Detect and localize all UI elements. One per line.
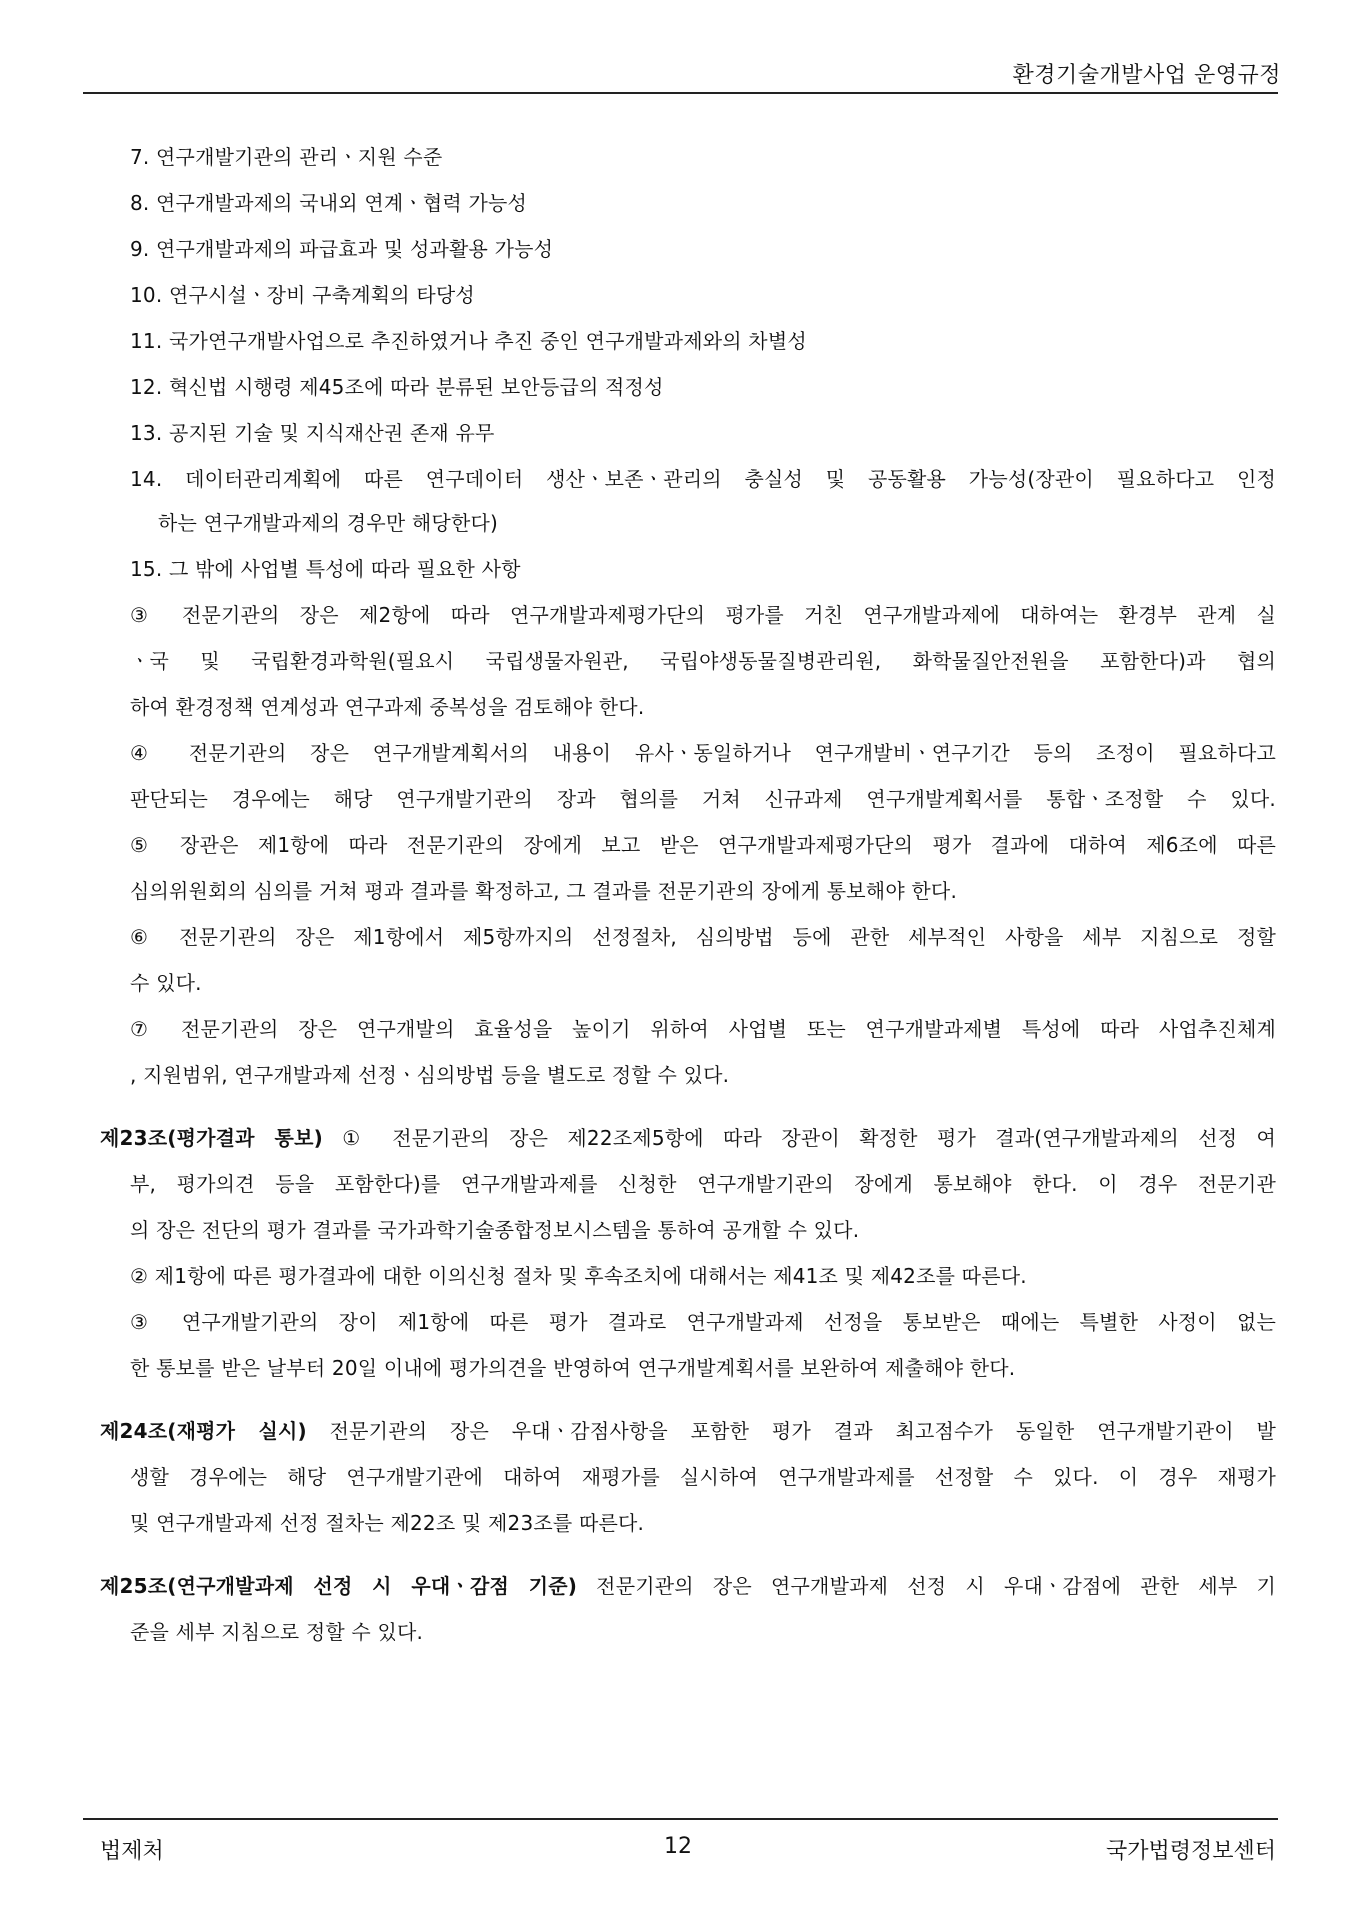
list-item: 14. 데이터관리계획에 따른 연구데이터 생산ㆍ보존ㆍ관리의 충실성 및 공동활용 가능성(장관이 필요하다고 인정 bbox=[130, 467, 1276, 491]
paragraph-line: 심의위원회의 심의를 거쳐 평과 결과를 확정하고, 그 결과를 전문기관의 장에게 통보해야 한다. bbox=[130, 879, 958, 903]
list-item: 10. 연구시설ㆍ장비 구축계획의 타당성 bbox=[130, 283, 475, 307]
article-23-paragraph: ③ 연구개발기관의 장이 제1항에 따른 평가 결과로 연구개발과제 선정을 통보받은 때에는 특별한 사정이 없는 bbox=[130, 1310, 1276, 1334]
article-23-title: 제23조(평가결과 통보) bbox=[100, 1126, 323, 1150]
header-divider bbox=[83, 92, 1278, 94]
page-number: 12 bbox=[664, 1834, 692, 1859]
footer-source: 국가법령정보센터 bbox=[1105, 1839, 1276, 1864]
article-23-line bbox=[100, 1122, 1276, 1151]
article-24-title: 제24조(재평가 실시) bbox=[100, 1419, 307, 1443]
paragraph-line: ③ 전문기관의 장은 제2항에 따라 연구개발과제평가단의 평가를 거친 연구개발과제에 대하여는 환경부 관계 실 bbox=[130, 603, 1276, 627]
paragraph-line: 수 있다. bbox=[130, 971, 202, 995]
list-item: 12. 혁신법 시행령 제45조에 따라 분류된 보안등급의 적정성 bbox=[130, 375, 664, 399]
document-title: 환경기술개발사업 운영규정 bbox=[1012, 63, 1281, 88]
article-25-line: 준을 세부 지침으로 정할 수 있다. bbox=[130, 1620, 424, 1644]
paragraph-line: ④ 전문기관의 장은 연구개발계획서의 내용이 유사ㆍ동일하거나 연구개발비ㆍ연구기간 등의 조정이 필요하다고 bbox=[130, 741, 1276, 765]
list-item: 7. 연구개발기관의 관리ㆍ지원 수준 bbox=[130, 145, 443, 169]
article-23-line: 의 장은 전단의 평가 결과를 국가과학기술종합정보시스템을 통하여 공개할 수 있다. bbox=[130, 1218, 860, 1242]
footer-publisher: 법제처 bbox=[100, 1839, 164, 1864]
list-item-continuation: 하는 연구개발과제의 경우만 해당한다) bbox=[158, 511, 498, 535]
article-25-line bbox=[100, 1570, 1276, 1599]
paragraph-line: 하여 환경정책 연계성과 연구과제 중복성을 검토해야 한다. bbox=[130, 695, 645, 719]
article-24-line: 및 연구개발과제 선정 절차는 제22조 및 제23조를 따른다. bbox=[130, 1511, 645, 1535]
article-23-line: 부, 평가의견 등을 포함한다)를 연구개발과제를 신청한 연구개발기관의 장에게 통보해야 한다. 이 경우 전문기관 bbox=[130, 1172, 1276, 1196]
footer-divider bbox=[83, 1818, 1278, 1820]
article-24-line: 생할 경우에는 해당 연구개발기관에 대하여 재평가를 실시하여 연구개발과제를 선정할 수 있다. 이 경우 재평가 bbox=[130, 1465, 1276, 1489]
paragraph-line: , 지원범위, 연구개발과제 선정ㆍ심의방법 등을 별도로 정할 수 있다. bbox=[130, 1063, 730, 1087]
paragraph-line: ⑤ 장관은 제1항에 따라 전문기관의 장에게 보고 받은 연구개발과제평가단의 평가 결과에 대하여 제6조에 따른 bbox=[130, 833, 1276, 857]
article-23-paragraph: ② 제1항에 따른 평가결과에 대한 이의신청 절차 및 후속조치에 대해서는 제41조 및 제42조를 따른다. bbox=[130, 1264, 1027, 1288]
list-item: 13. 공지된 기술 및 지식재산권 존재 유무 bbox=[130, 421, 495, 445]
paragraph-line: ⑦ 전문기관의 장은 연구개발의 효율성을 높이기 위하여 사업별 또는 연구개발과제별 특성에 따라 사업추진체계 bbox=[130, 1017, 1276, 1041]
list-item: 9. 연구개발과제의 파급효과 및 성과활용 가능성 bbox=[130, 237, 554, 261]
list-item: 8. 연구개발과제의 국내외 연계ㆍ협력 가능성 bbox=[130, 191, 528, 215]
article-25-text: 전문기관의 장은 연구개발과제 선정 시 우대ㆍ감점에 관한 세부 기 bbox=[577, 1574, 1276, 1598]
article-24-text: 전문기관의 장은 우대ㆍ감점사항을 포함한 평가 결과 최고점수가 동일한 연구개발기관이 발 bbox=[306, 1419, 1277, 1443]
article-23-text: ① 전문기관의 장은 제22조제5항에 따라 장관이 확정한 평가 결과(연구개발과제의 선정 여 bbox=[322, 1126, 1276, 1150]
article-23-paragraph: 한 통보를 받은 날부터 20일 이내에 평가의견을 반영하여 연구개발계획서를 보완하여 제출해야 한다. bbox=[130, 1356, 1016, 1380]
paragraph-line: 판단되는 경우에는 해당 연구개발기관의 장과 협의를 거쳐 신규과제 연구개발계획서를 통합ㆍ조정할 수 있다. bbox=[130, 787, 1276, 811]
list-item: 15. 그 밖에 사업별 특성에 따라 필요한 사항 bbox=[130, 557, 521, 581]
article-25-title: 제25조(연구개발과제 선정 시 우대ㆍ감점 기준) bbox=[100, 1574, 578, 1598]
paragraph-line: ㆍ국 및 국립환경과학원(필요시 국립생물자원관, 국립야생동물질병관리원, 화학물질안전원을 포함한다)과 협의 bbox=[130, 649, 1276, 673]
paragraph-line: ⑥ 전문기관의 장은 제1항에서 제5항까지의 선정절차, 심의방법 등에 관한 세부적인 사항을 세부 지침으로 정할 bbox=[130, 925, 1276, 949]
list-item: 11. 국가연구개발사업으로 추진하였거나 추진 중인 연구개발과제와의 차별성 bbox=[130, 329, 807, 353]
article-24-line bbox=[100, 1415, 1276, 1444]
